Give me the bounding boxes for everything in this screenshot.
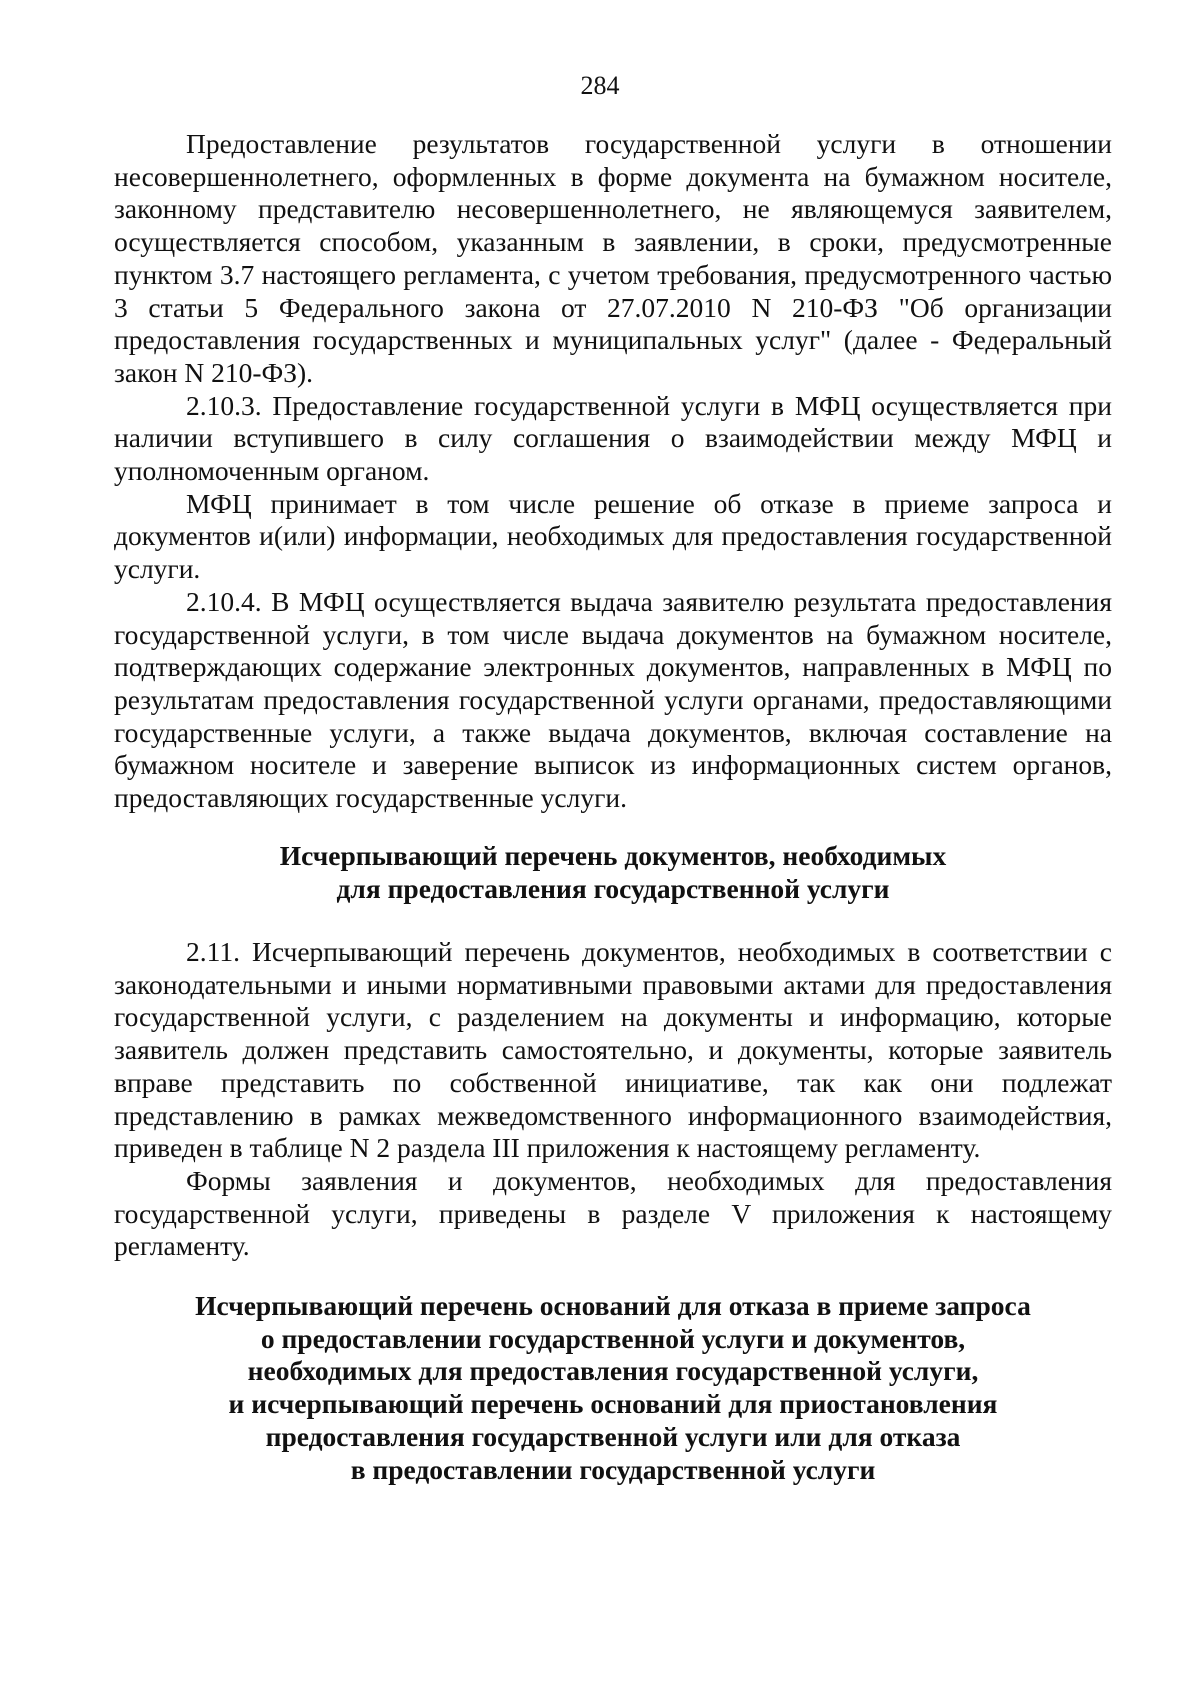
heading-line: Исчерпывающий перечень документов, необходимых [279,840,947,871]
paragraph-2-11: 2.11. Исчерпывающий перечень документов, необходимых в соответствии с законодательными и иными нормативными правовыми актами для предоставления государственной услуги, с разделением на документы и информацию, которые заявитель должен представить самостоятельно, и документы, которые заявитель вправе представить по собственной инициативе, так как они подлежат представлению в рамках межведомственного информационного взаимодействия, приведен в таблице N 2 раздела III приложения к настоящему регламенту. [114,936,1112,1164]
paragraph-mfc-refusal-decision: МФЦ принимает в том числе решение об отказе в приеме запроса и документов и(или) информации, необходимых для предоставления государственной услуги. [114,487,1112,585]
heading-line: и исчерпывающий перечень оснований для приостановления [228,1388,998,1420]
heading-line: в предоставлении государственной услуги [350,1453,876,1485]
heading-line: предоставления государственной услуги или для отказа [265,1420,961,1452]
heading-line: Исчерпывающий перечень оснований для отказа в приеме запроса [195,1290,1031,1321]
text-block-documents-list [114,936,1112,1263]
paragraph-results-for-minor: Предоставление результатов государственной услуги в отношении несовершеннолетнего, оформленных в форме документа на бумажном носителе, законному представителю несовершеннолетнего, не являющемуся заявителем, осуществляется способом, указанным в заявлении, в сроки, предусмотренные пунктом 3.7 настоящего регламента, с учетом требования, предусмотренного частью 3 статьи 5 Федерального закона от 27.07.2010 N 210-ФЗ "Об организации предоставления государственных и муниципальных услуг" (далее - Федеральный закон N 210-ФЗ). [114,128,1112,388]
heading-line: о предоставлении государственной услуги и документов, [260,1322,966,1354]
heading-line: необходимых для предоставления государственной услуги, [247,1355,979,1387]
section-heading-documents-list [114,840,1112,905]
paragraph-forms: Формы заявления и документов, необходимых для предоставления государственной услуги, приведены в разделе V приложения к настоящему регламенту. [114,1164,1112,1262]
page-number: 284 [580,71,620,100]
heading-line: для предоставления государственной услуги [336,872,890,904]
paragraph-2-10-4: 2.10.4. В МФЦ осуществляется выдача заявителю результата предоставления государственной услуги, в том числе выдача документов на бумажном носителе, подтверждающих содержание электронных документов, направленных в МФЦ по результатам предоставления государственной услуги органами, предоставляющими государственные услуги, а также выдача документов, включая составление на бумажном носителе и заверение выписок из информационных систем органов, предоставляющих государственные услуги. [114,585,1112,814]
section-heading-refusal-grounds [114,1290,1112,1486]
text-block-results-and-mfc [114,128,1112,815]
paragraph-2-10-3: 2.10.3. Предоставление государственной услуги в МФЦ осуществляется при наличии вступившего в силу соглашения о взаимодействии между МФЦ и уполномоченным органом. [114,389,1112,487]
